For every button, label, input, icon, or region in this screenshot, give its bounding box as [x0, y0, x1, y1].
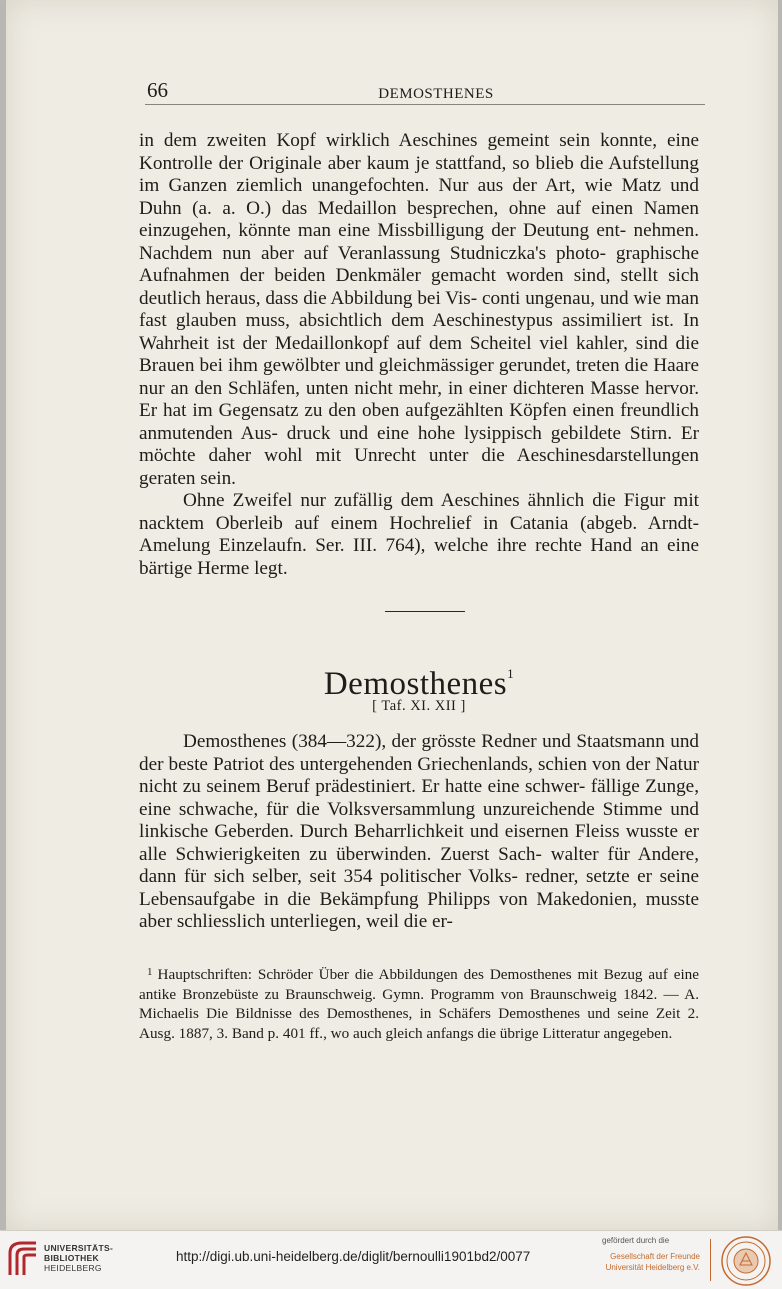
paragraph	[139, 130, 699, 490]
university-seal-icon[interactable]	[720, 1235, 772, 1287]
text-line: und der beste Patriot des untergehenden Griechenlands, schien von	[139, 731, 700, 775]
text-line: nacktem Oberleib auf einem Hochrelief in Catania (abgeb. Arndt-	[139, 512, 699, 534]
footnote-line: 1842. — A. Michaelis Die Bildnisse des Demosthenes, in Schäfers Demosthenes	[139, 985, 699, 1022]
footnote-reference[interactable]: 1	[507, 666, 515, 681]
footnote-line: und seine Zeit 2. Ausg. 1887, 3. Band p. 401 ff., wo auch gleich anfangs die übrige	[139, 1005, 699, 1042]
footnote-line: Litteratur angegeben.	[542, 1024, 673, 1042]
text-line: Demosthenes (384—322), der grösste Redner und Staatsmann	[183, 731, 665, 752]
library-name[interactable]	[44, 1243, 113, 1273]
paragraph	[139, 731, 699, 934]
footnote-paragraph	[139, 963, 699, 1043]
text-line: nicht mehr, in einer dichteren Masse hervor. Er hat im Gegensatz	[139, 377, 699, 421]
section-title-text: Demosthenes	[323, 666, 508, 702]
paragraph	[139, 490, 699, 580]
page-header	[145, 78, 705, 105]
plate-reference: [ Taf. XI. XII ]	[372, 698, 466, 714]
footnote-mark: 1	[147, 966, 153, 978]
text-line: Amelung Einzelaufn. Ser. III. 764), welche ihre rechte Hand an eine	[139, 535, 699, 556]
library-name-line: HEIDELBERG	[44, 1263, 102, 1273]
page-number: 66	[147, 78, 168, 102]
text-line: mit Unrecht unter die Aeschinesdarstellungen geraten sein.	[139, 445, 699, 489]
running-head: DEMOSTHENES	[378, 86, 494, 102]
footnote	[139, 963, 699, 1043]
text-line: Fleiss wusste er alle Schwierigkeiten zu überwinden. Zuerst Sach-	[139, 821, 700, 865]
text-line: redner, setzte er seine Lebensaufgabe in die Bekämpfung Philipps	[139, 866, 699, 910]
sponsor-line: Gesellschaft der Freunde	[610, 1252, 700, 1261]
text-line: Kontrolle der Originale aber kaum je stattfand, so blieb die Aufstellung	[139, 152, 699, 174]
library-logo-icon[interactable]	[6, 1239, 40, 1279]
text-line: druck und eine hohe lysippisch gebildete Stirn. Er möchte daher wohl	[139, 422, 699, 466]
text-line: graphische Aufnahmen der beiden Denkmäler gemacht worden	[139, 242, 700, 286]
text-line: Duhn (a. a. O.) das Medaillon besprechen, ohne auf einen Namen	[139, 197, 699, 219]
section-divider	[385, 611, 465, 612]
sponsor-line: Universität Heidelberg e.V.	[605, 1263, 700, 1272]
sponsor-name[interactable]	[576, 1251, 700, 1273]
footer-divider	[710, 1239, 711, 1281]
text-line: einzugehen, könnte man eine Missbilligung der Deutung ent-	[139, 220, 627, 241]
sponsor-intro: gefördert durch die	[602, 1236, 670, 1245]
viewer-footer	[0, 1230, 782, 1289]
text-line: bärtige Herme legt.	[139, 557, 288, 579]
library-name-line: UNIVERSITÄTS-	[44, 1243, 114, 1253]
text-line: walter für Andere, dann für sich selber, seit 354 politischer Volks-	[139, 843, 699, 887]
text-line: im Ganzen ziemlich unangefochten. Nur aus der Art, wie Matz und	[139, 175, 699, 196]
text-line: nehmen. Nachdem nun aber auf Veranlassung Studniczka's photo-	[139, 220, 700, 264]
footnote-line: auf eine antike Bronzebüste zu Braunschweig. Gymn. Programm von Braunschweig	[139, 966, 700, 1003]
text-line: von Makedonien, musste aber schliesslich unterliegen, weil die er-	[139, 888, 699, 932]
text-line: dem Scheitel viel kahler, sind die Brauen bei ihm gewölbter und	[139, 332, 699, 376]
library-name-line: BIBLIOTHEK	[44, 1253, 99, 1263]
text-line: Ohne Zweifel nur zufällig dem Aeschines ähnlich die Figur mit	[183, 490, 699, 511]
text-line: in dem zweiten Kopf wirklich Aeschines gemeint sein konnte, eine	[139, 130, 699, 151]
text-line: gleichmässiger gerundet, treten die Haare nur an den Schläfen, unten	[139, 355, 700, 399]
text-line: Stimme und linkische Geberden. Durch Beharrlichkeit und eisernen	[139, 798, 700, 842]
text-line: zu den oben aufgezählten Köpfen einen freundlich anmutenden Aus-	[139, 400, 699, 444]
section-body	[139, 731, 699, 934]
permalink[interactable]: http://digi.ub.uni-heidelberg.de/diglit/bernoulli1901bd2/0077	[176, 1249, 531, 1264]
intro-text	[139, 130, 699, 580]
text-line: der Natur nicht zu seinem Beruf prädestiniert. Er hatte eine schwer-	[139, 753, 699, 797]
text-line: conti ungenau, und wie man fast glauben muss, absichtlich dem	[139, 287, 700, 331]
text-line: fällige Zunge, eine schwache, für die Volksversammlung unzureichende	[139, 776, 699, 820]
footnote-line: Hauptschriften: Schröder Über die Abbildungen des Demosthenes mit Bezug	[157, 966, 643, 983]
text-line: sind, stellt sich deutlich heraus, dass die Abbildung bei Vis-	[139, 265, 699, 309]
text-line: Aeschinestypus assimiliert ist. In Wahrheit ist der Medaillonkopf auf	[139, 310, 699, 354]
